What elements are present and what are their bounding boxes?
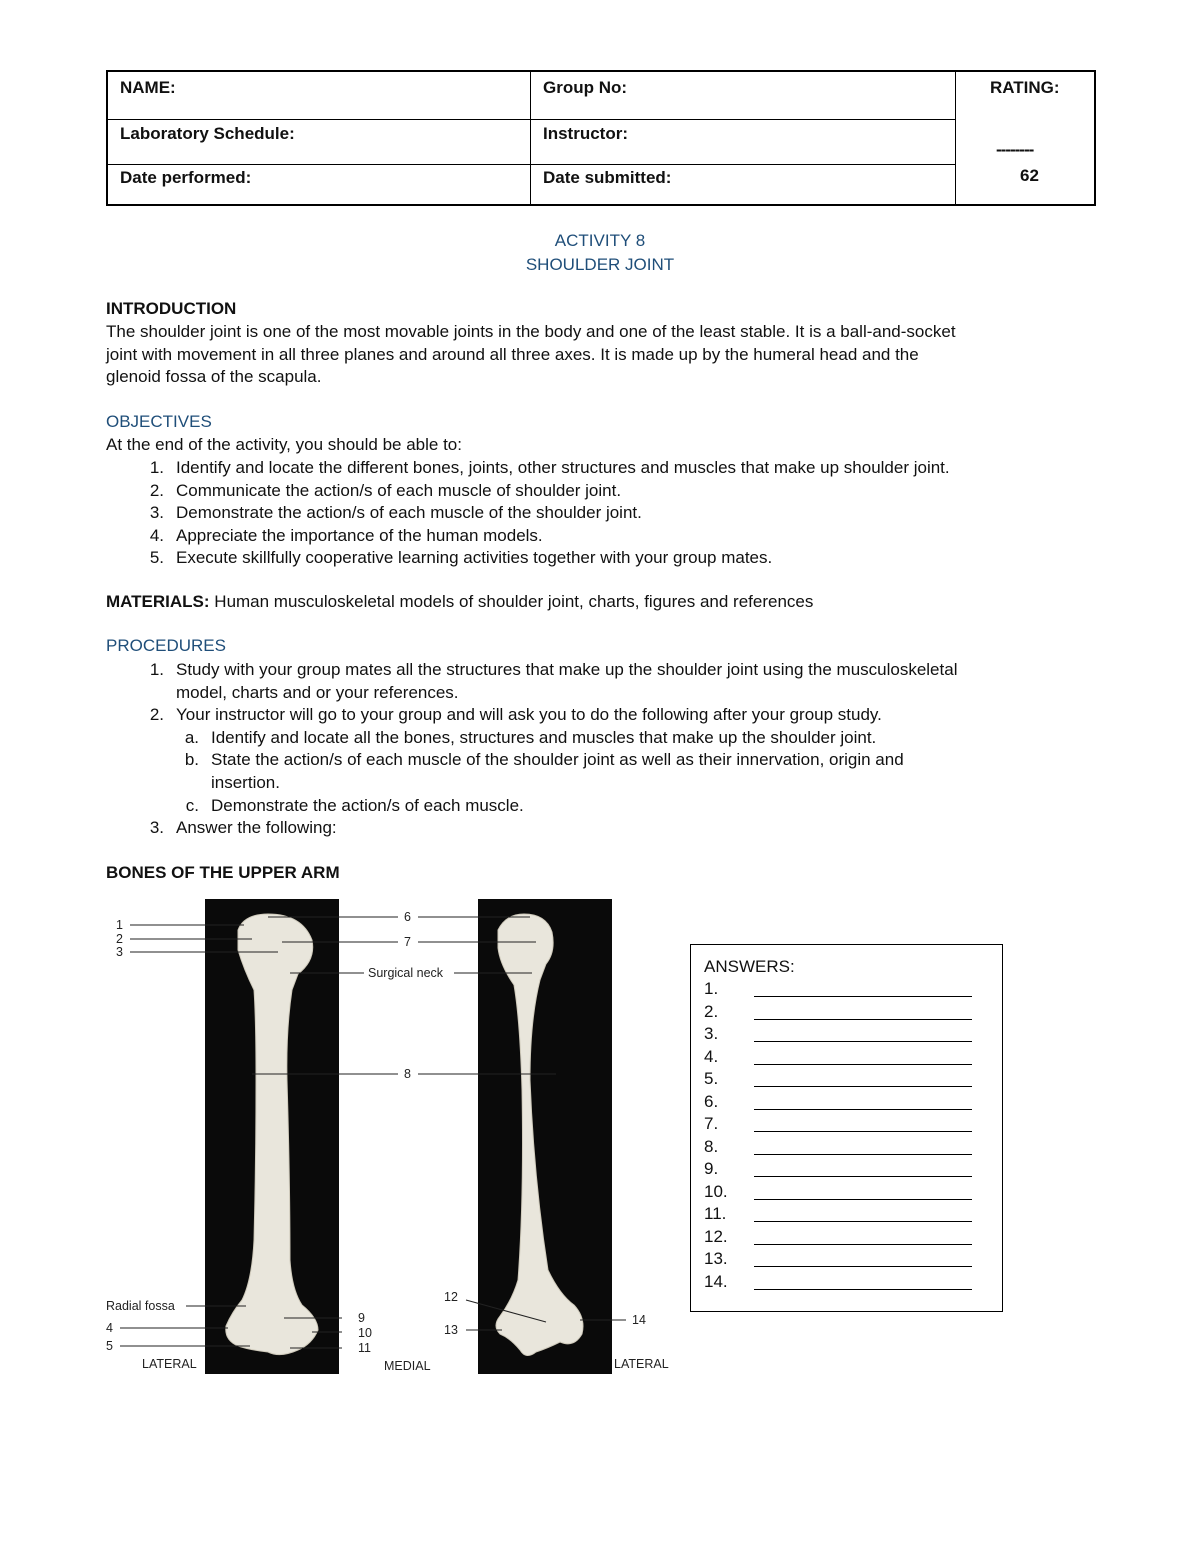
objective-item: 4. Appreciate the importance of the human models. — [149, 525, 543, 545]
figure-label-lateral-right: LATERAL — [614, 1357, 669, 1371]
introduction-heading: INTRODUCTION — [106, 299, 237, 318]
answer-row[interactable]: 13. — [704, 1249, 994, 1271]
procedure-substep-continued: insertion. — [211, 772, 280, 792]
answer-row[interactable]: 6. — [704, 1092, 994, 1114]
figure-label-3: 3 — [116, 945, 123, 959]
figure-label-9: 9 — [358, 1311, 365, 1325]
answer-row[interactable]: 5. — [704, 1069, 994, 1091]
figure-label-4: 4 — [106, 1321, 113, 1335]
introduction-line: glenoid fossa of the scapula. — [106, 367, 322, 386]
figure-label-5: 5 — [106, 1339, 113, 1353]
instructor-label: Instructor: — [543, 124, 628, 143]
date-submitted-label: Date submitted: — [543, 168, 672, 187]
answers-box — [690, 944, 1003, 1312]
answers-title: ANSWERS: — [704, 957, 795, 976]
answer-row[interactable]: 3. — [704, 1024, 994, 1046]
figure-label-6: 6 — [404, 910, 411, 924]
procedures-heading: PROCEDURES — [106, 636, 226, 655]
figure-label-surgical-neck: Surgical neck — [368, 966, 444, 980]
objectives-lead: At the end of the activity, you should be able to: — [106, 435, 462, 454]
procedure-substep: b. State the action/s of each muscle of the shoulder joint as well as their innervation, origin and — [184, 750, 904, 770]
date-performed-label: Date performed: — [120, 168, 252, 187]
procedure-substep: a. Identify and locate all the bones, structures and muscles that make up the shoulder joint. — [184, 727, 877, 747]
figure-label-14: 14 — [632, 1313, 646, 1327]
figure-label-11: 11 — [358, 1341, 371, 1355]
answer-row[interactable]: 12. — [704, 1227, 994, 1249]
materials-text: Human musculoskeletal models of shoulder joint, charts, figures and references — [209, 592, 814, 611]
introduction-line: The shoulder joint is one of the most movable joints in the body and one of the least stable. It is a ball-and-socket — [106, 322, 956, 341]
answer-row[interactable]: 1. — [704, 979, 994, 1001]
figure-label-8: 8 — [404, 1067, 411, 1081]
rating-total: 62 — [1020, 166, 1039, 185]
figure-label-13: 13 — [444, 1323, 458, 1337]
figure-label-12: 12 — [444, 1290, 458, 1304]
figure-label-7: 7 — [404, 935, 411, 949]
objectives-heading: OBJECTIVES — [106, 412, 212, 431]
rating-dashes: -------- — [996, 140, 1034, 159]
figure-label-lateral-left: LATERAL — [142, 1357, 197, 1371]
figure-label-medial: MEDIAL — [384, 1359, 431, 1373]
objective-item: 2. Communicate the action/s of each muscle of shoulder joint. — [149, 480, 622, 500]
figure-label-radial-fossa: Radial fossa — [106, 1299, 175, 1313]
objective-item: 5. Execute skillfully cooperative learning activities together with your group mates. — [149, 548, 773, 568]
answer-row[interactable]: 2. — [704, 1002, 994, 1024]
header-divider — [955, 72, 956, 204]
answer-row[interactable]: 11. — [704, 1204, 994, 1226]
introduction-line: joint with movement in all three planes and around all three axes. It is made up by the humeral head and the — [106, 344, 919, 364]
figure-label-10: 10 — [358, 1326, 372, 1340]
group-no-label: Group No: — [543, 78, 628, 97]
activity-number: ACTIVITY 8 — [554, 231, 646, 250]
lab-schedule-label: Laboratory Schedule: — [120, 124, 295, 143]
procedure-step: 1. Study with your group mates all the structures that make up the shoulder joint using the musculoskeletal — [149, 660, 958, 679]
activity-title: SHOULDER JOINT — [525, 255, 675, 274]
figure-label-2: 2 — [116, 932, 123, 946]
answer-row[interactable]: 7. — [704, 1114, 994, 1136]
answer-row[interactable]: 14. — [704, 1272, 994, 1294]
bones-heading: BONES OF THE UPPER ARM — [106, 863, 340, 882]
procedure-step: 2. Your instructor will go to your group and will ask you to do the following after your group study. — [149, 705, 882, 725]
answer-row[interactable]: 4. — [704, 1047, 994, 1069]
procedure-step: 3. Answer the following: — [149, 818, 337, 838]
name-label: NAME: — [120, 78, 176, 97]
procedure-step-continued: model, charts and or your references. — [176, 682, 459, 702]
objective-item: 3. Demonstrate the action/s of each muscle of the shoulder joint. — [149, 503, 642, 523]
answer-row[interactable]: 9. — [704, 1159, 994, 1181]
objective-item: 1. Identify and locate the different bones, joints, other structures and muscles that make up shoulder joint. — [149, 458, 950, 477]
figure-label-1: 1 — [116, 918, 123, 932]
answer-row[interactable]: 8. — [704, 1137, 994, 1159]
answer-row[interactable]: 10. — [704, 1182, 994, 1204]
materials-label: MATERIALS: — [106, 592, 210, 611]
rating-label: RATING: — [990, 78, 1060, 97]
procedure-substep: c. Demonstrate the action/s of each muscle. — [185, 795, 524, 815]
